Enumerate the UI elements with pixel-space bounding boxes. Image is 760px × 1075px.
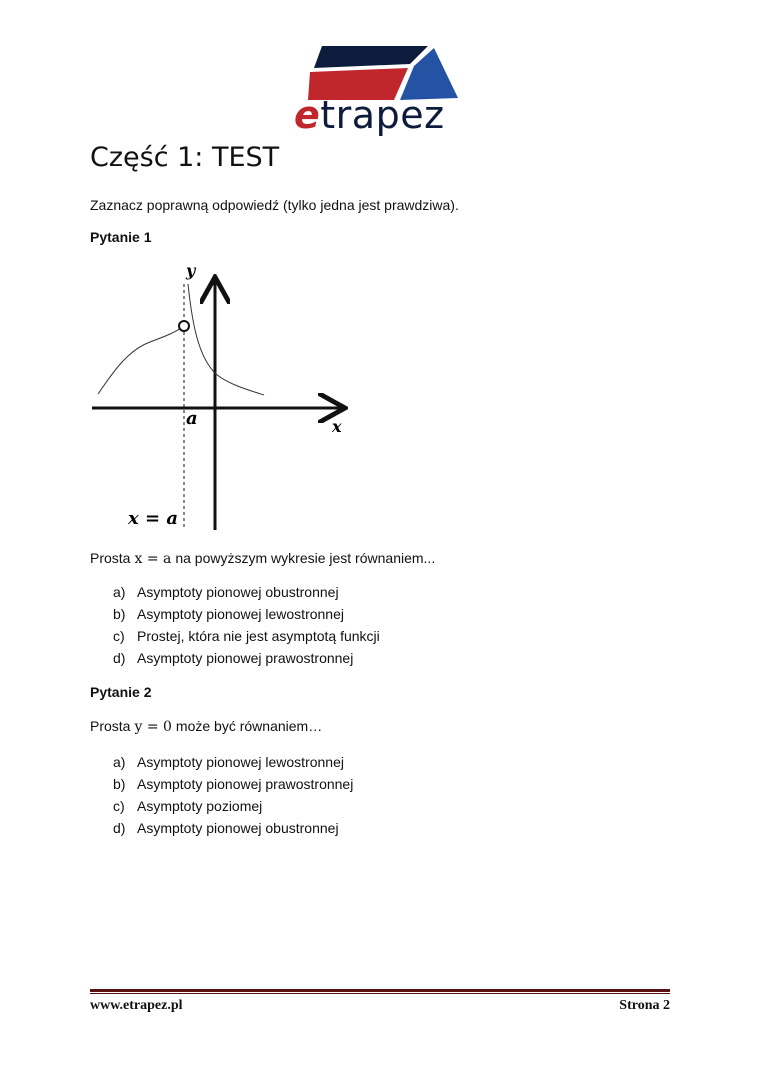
question-2-title: Pytanie 2 — [90, 684, 152, 700]
open-point — [179, 321, 189, 331]
option-b[interactable]: b) Asymptoty pionowej prawostronnej — [113, 776, 354, 792]
option-d[interactable]: d) Asymptoty pionowej prawostronnej — [113, 650, 354, 666]
option-a[interactable]: a) Asymptoty pionowej lewostronnej — [113, 754, 344, 770]
question-2-options — [113, 751, 353, 839]
instructions: Zaznacz poprawną odpowiedź (tylko jedna jest prawdziwa). — [90, 197, 459, 213]
footer-website-link[interactable]: www.etrapez.pl — [90, 998, 183, 1013]
question-2-stem: Prosta y = 0 może być równaniem… — [90, 718, 323, 735]
line-equation-label: x = a — [128, 508, 179, 529]
x-axis-label: x — [332, 417, 342, 436]
footer-divider-thin — [90, 993, 670, 994]
option-a[interactable]: a) Asymptoty pionowej obustronnej — [113, 584, 339, 600]
page-title: Część 1: TEST — [90, 142, 280, 173]
option-c[interactable]: c) Asymptoty poziomej — [113, 798, 263, 814]
footer-divider — [90, 989, 670, 992]
curve-right-branch — [188, 284, 264, 395]
question-1-title: Pytanie 1 — [90, 229, 152, 245]
option-d[interactable]: d) Asymptoty pionowej obustronnej — [113, 820, 339, 836]
a-label: a — [186, 408, 198, 429]
footer-page-number: Strona 2 — [619, 998, 670, 1013]
asymptote-graph — [88, 262, 358, 534]
question-1-stem: Prosta x = a na powyższym wykresie jest równaniem... — [90, 550, 436, 567]
y-axis-label: y — [186, 262, 196, 280]
option-b[interactable]: b) Asymptoty pionowej lewostronnej — [113, 606, 344, 622]
logo-wordmark: etrapez — [294, 93, 445, 137]
curve-left-branch — [98, 326, 184, 394]
question-1-options — [113, 581, 380, 669]
option-c[interactable]: c) Prostej, która nie jest asymptotą funkcji — [113, 628, 380, 644]
